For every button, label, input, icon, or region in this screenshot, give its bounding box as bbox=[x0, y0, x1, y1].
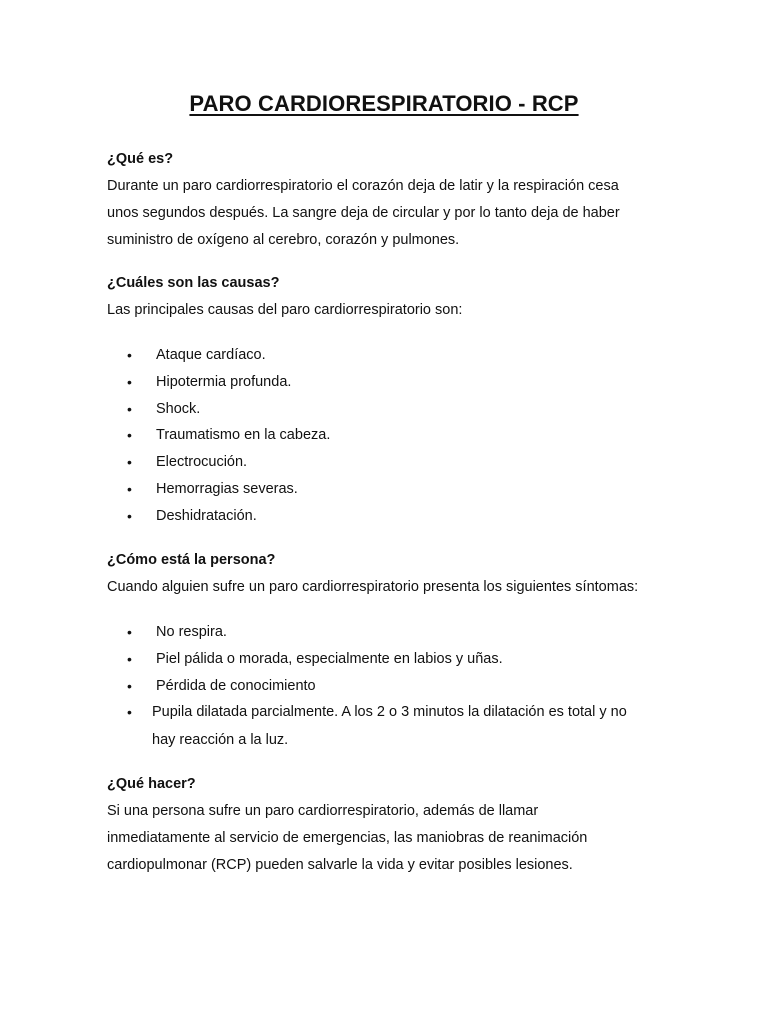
section-heading: ¿Cuáles son las causas? bbox=[107, 275, 280, 291]
list-item bbox=[107, 673, 667, 700]
list-item-text: hay reacción a la luz. bbox=[152, 731, 289, 748]
list-item-text: Pérdida de conocimiento bbox=[156, 677, 316, 694]
list-item-text: Shock. bbox=[156, 400, 201, 417]
paragraph-line: Durante un paro cardiorrespiratorio el corazón deja de latir y la respiración cesa bbox=[107, 178, 619, 194]
list-item bbox=[107, 342, 667, 369]
paragraph-line: cardiopulmonar (RCP) pueden salvarle la vida y evitar posibles lesiones. bbox=[107, 857, 573, 873]
bullet-icon: • bbox=[127, 704, 132, 721]
section-heading: ¿Qué es? bbox=[107, 151, 174, 167]
section-intro: Cuando alguien sufre un paro cardiorrespiratorio presenta los siguientes síntomas: bbox=[107, 579, 639, 595]
section-que-hacer bbox=[107, 771, 667, 879]
causes-list bbox=[107, 342, 667, 530]
list-item bbox=[107, 619, 667, 646]
page-title: PARO CARDIORESPIRATORIO - RCP bbox=[189, 91, 579, 116]
list-item-text: Electrocución. bbox=[156, 454, 248, 471]
list-item bbox=[107, 503, 667, 530]
list-item bbox=[107, 369, 667, 396]
list-item bbox=[107, 396, 667, 423]
bullet-icon: • bbox=[127, 480, 132, 497]
list-item-text: Piel pálida o morada, especialmente en labios y uñas. bbox=[156, 650, 503, 667]
paragraph-line: inmediatamente al servicio de emergencias, las maniobras de reanimación bbox=[107, 830, 588, 846]
list-item-text: Hipotermia profunda. bbox=[156, 373, 292, 390]
bullet-icon: • bbox=[127, 347, 132, 363]
list-item bbox=[107, 449, 667, 476]
list-item bbox=[107, 646, 667, 673]
bullet-icon: • bbox=[127, 677, 132, 694]
list-item-text: Ataque cardíaco. bbox=[156, 347, 266, 363]
symptoms-list bbox=[107, 619, 667, 754]
bullet-icon: • bbox=[127, 507, 132, 524]
bullet-icon: • bbox=[127, 400, 132, 417]
section-como-esta bbox=[107, 547, 667, 601]
section-heading: ¿Cómo está la persona? bbox=[107, 552, 276, 568]
list-item bbox=[107, 422, 667, 449]
section-que-es bbox=[107, 146, 667, 254]
list-item-text: Hemorragias severas. bbox=[156, 480, 298, 497]
bullet-icon: • bbox=[127, 624, 132, 640]
list-item-text: Traumatismo en la cabeza. bbox=[156, 427, 331, 444]
bullet-icon: • bbox=[127, 650, 132, 667]
list-item bbox=[107, 476, 667, 503]
section-intro: Las principales causas del paro cardiorrespiratorio son: bbox=[107, 302, 463, 318]
list-item-text: Pupila dilatada parcialmente. A los 2 o 3 minutos la dilatación es total y no bbox=[152, 704, 627, 721]
bullet-icon: • bbox=[127, 454, 132, 471]
paragraph-line: Si una persona sufre un paro cardiorrespiratorio, además de llamar bbox=[107, 803, 539, 819]
bullet-icon: • bbox=[127, 427, 132, 444]
list-item-text: Deshidratación. bbox=[156, 507, 257, 524]
section-heading: ¿Qué hacer? bbox=[107, 776, 196, 792]
section-causas bbox=[107, 270, 667, 324]
list-item bbox=[107, 699, 667, 754]
list-item-text: No respira. bbox=[156, 624, 227, 640]
paragraph-line: unos segundos después. La sangre deja de circular y por lo tanto deja de haber bbox=[107, 205, 620, 221]
bullet-icon: • bbox=[127, 373, 132, 390]
paragraph-line: suministro de oxígeno al cerebro, corazón y pulmones. bbox=[107, 232, 460, 248]
